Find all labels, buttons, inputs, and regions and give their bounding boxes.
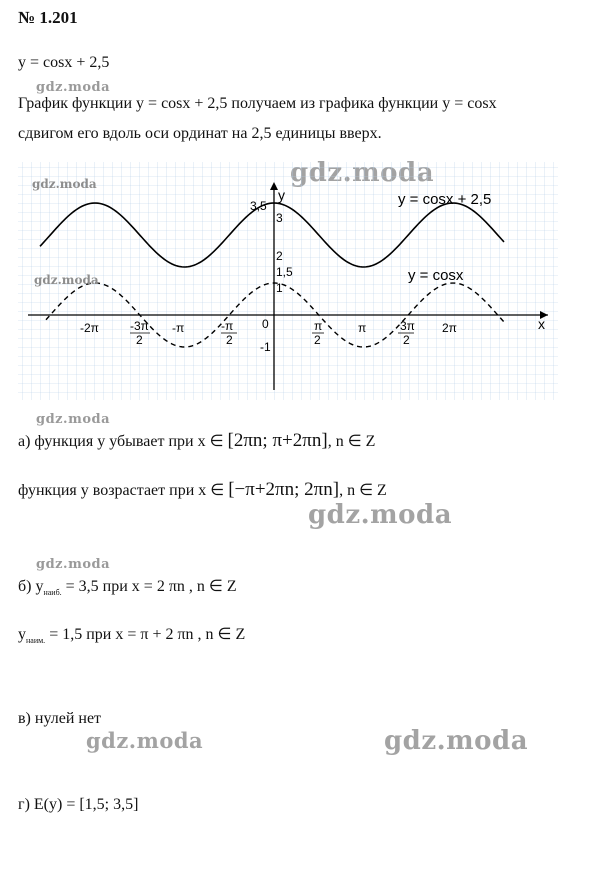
x-tick-minus-3pi-2-num: -3π	[130, 319, 149, 333]
answer-b-subscript: наиб.	[43, 588, 62, 597]
y-tick-1-5: 1,5	[276, 265, 293, 279]
answer-a2-interval: [−π+2πn; 2πn]	[228, 479, 340, 500]
answer-b-label: б) y	[18, 578, 44, 595]
y-tick-2: 2	[276, 249, 283, 263]
answer-b2-label: y	[18, 626, 26, 643]
function-graph	[18, 162, 558, 400]
y-tick-3: 3	[276, 211, 283, 225]
intro-text-line-1: График функции y = cosx + 2,5 получаем из графика функции y = cosx	[18, 95, 497, 112]
answer-a-suffix: , n ∈ Z	[327, 433, 376, 450]
x-tick-minus-2pi: -2π	[80, 321, 99, 335]
x-tick-pi-2-num: π	[314, 319, 323, 333]
x-tick-pi-2-den: 2	[314, 333, 321, 347]
x-tick-minus-pi-2-den: 2	[226, 333, 233, 347]
answer-a-decreasing	[18, 430, 375, 452]
x-tick-3pi-2-den: 2	[403, 333, 410, 347]
x-tick-pi: π	[358, 321, 367, 335]
intro-text-line-2: сдвигом его вдоль оси ординат на 2,5 единицы вверх.	[18, 125, 382, 142]
label-shifted-curve: y = cosx + 2,5	[398, 191, 492, 208]
y-tick-1: 1	[276, 281, 283, 295]
answer-a2-text: функция y возрастает при x ∈	[18, 482, 229, 499]
answer-c: в) нулей нет	[18, 710, 102, 727]
label-cosine-curve: y = cosx	[408, 267, 464, 284]
watermark: gdz.moda	[36, 80, 111, 95]
answer-b-value: = 3,5 при x = 2 πn , n ∈ Z	[61, 578, 237, 595]
watermark: gdz.moda	[32, 177, 97, 191]
answer-b-max	[18, 576, 237, 597]
y-tick-minus-1: -1	[260, 340, 271, 354]
watermark: gdz.moda	[308, 500, 453, 530]
x-tick-minus-3pi-2-den: 2	[136, 333, 143, 347]
x-tick-2pi: 2π	[442, 321, 457, 335]
origin-label: 0	[262, 317, 269, 331]
answer-a2-suffix: , n ∈ Z	[339, 482, 387, 499]
x-tick-3pi-2-num: 3π	[400, 319, 415, 333]
x-tick-minus-pi-2-num: -π	[221, 319, 234, 333]
function-equation: y = cosx + 2,5	[18, 54, 110, 71]
answer-a-text: а) функция y убывает при x ∈	[18, 433, 228, 450]
y-axis-label: y	[278, 187, 285, 203]
watermark: gdz.moda	[34, 273, 99, 287]
y-tick-3-5: 3,5	[250, 199, 267, 213]
answer-b2-subscript: наим.	[26, 636, 46, 645]
watermark: gdz.moda	[36, 557, 111, 572]
watermark: gdz.moda	[36, 412, 111, 427]
x-axis-label: x	[538, 316, 545, 332]
answer-d: г) E(y) = [1,5; 3,5]	[18, 796, 139, 813]
watermark: gdz.moda	[86, 728, 204, 753]
x-tick-minus-pi: -π	[172, 321, 185, 335]
answer-b-min	[18, 624, 245, 645]
watermark: gdz.moda	[384, 726, 529, 756]
answer-a-interval: [2πn; π+2πn]	[227, 430, 328, 451]
answer-a-increasing	[18, 479, 387, 501]
answer-b2-value: = 1,5 при x = π + 2 πn , n ∈ Z	[45, 626, 246, 643]
problem-number: № 1.201	[18, 8, 78, 27]
